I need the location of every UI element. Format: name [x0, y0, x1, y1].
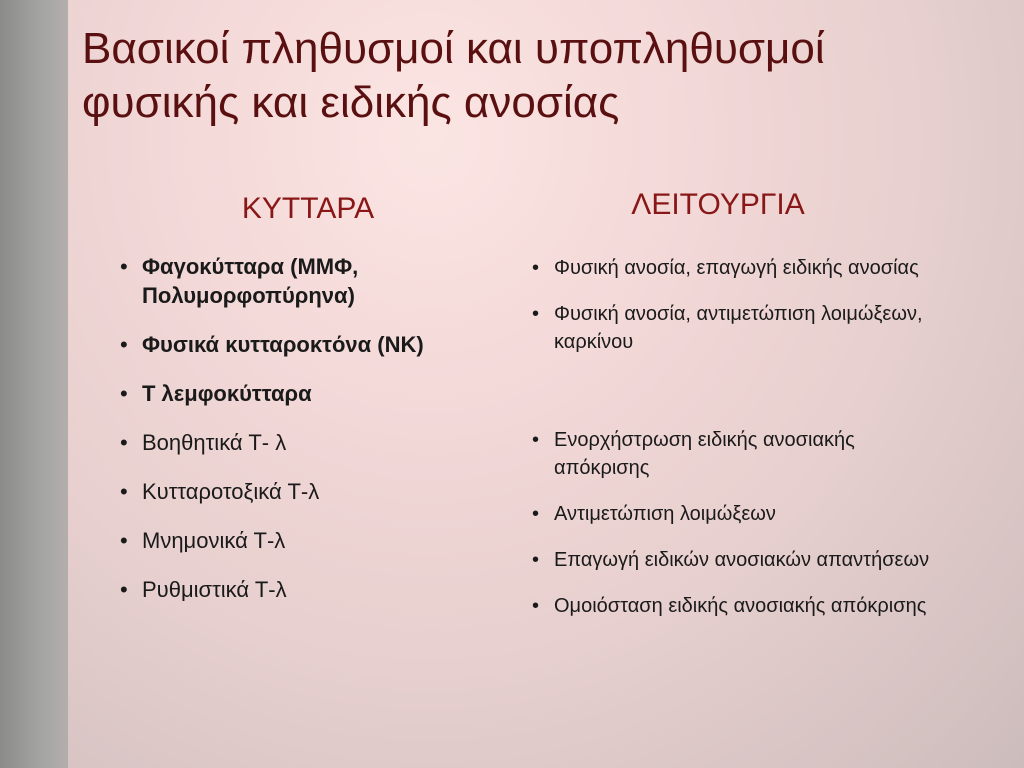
list-item-text: Φαγοκύτταρα (ΜΜΦ, Πολυμορφοπύρηνα): [142, 254, 359, 308]
list-item: [116, 428, 496, 457]
list-item: [116, 575, 496, 604]
list-item: [116, 477, 496, 506]
list-item-text: Βοηθητικά Τ- λ: [142, 430, 287, 455]
bullet-icon: •: [532, 595, 540, 617]
list-item-text: Τ λεμφοκύτταρα: [142, 381, 312, 406]
list-item: [116, 330, 496, 359]
bullet-icon: •: [532, 549, 540, 571]
bullet-icon: •: [532, 303, 540, 325]
cells-column-heading: ΚΥΤΤΑΡΑ: [241, 192, 375, 225]
list-item-text: Αντιμετώπιση λοιμώξεων: [554, 503, 776, 525]
list-item: [528, 500, 948, 528]
list-item-text: Ομοιόσταση ειδικής ανοσιακής απόκρισης: [554, 595, 927, 617]
list-item: [528, 254, 948, 282]
list-item-text: Φυσική ανοσία, αντιμετώπιση λοιμώξεων, καρκίνου: [554, 303, 923, 353]
bullet-icon: •: [120, 254, 128, 279]
title-line-2: φυσικής και ειδικής ανοσίας: [82, 78, 620, 127]
slide-title: [82, 22, 1002, 130]
list-item-text: Μνημονικά Τ-λ: [142, 528, 286, 553]
function-column-heading: ΛΕΙΤΟΥΡΓΙΑ: [631, 188, 805, 221]
list-item: [528, 592, 948, 620]
cells-list: [116, 252, 496, 624]
list-item: [528, 546, 948, 574]
left-decorative-band: [0, 0, 68, 768]
bullet-icon: •: [120, 528, 128, 553]
list-item: [528, 300, 948, 356]
bullet-icon: •: [120, 577, 128, 602]
bullet-icon: •: [532, 257, 540, 279]
bullet-icon: •: [120, 381, 128, 406]
list-item-text: Φυσική ανοσία, επαγωγή ειδικής ανοσίας: [554, 257, 919, 279]
list-item-text: Ρυθμιστικά Τ-λ: [142, 577, 287, 602]
list-item: [528, 426, 948, 482]
list-item-text: Κυτταροτοξικά Τ-λ: [142, 479, 320, 504]
bullet-icon: •: [120, 430, 128, 455]
title-line-1: Βασικοί πληθυσμοί και υποπληθυσμοί: [82, 24, 825, 73]
slide: [68, 0, 1024, 768]
list-item: [116, 379, 496, 408]
list-item-text: Φυσικά κυτταροκτόνα (ΝΚ): [142, 332, 424, 357]
bullet-icon: •: [532, 503, 540, 525]
bullet-icon: •: [120, 479, 128, 504]
bullet-icon: •: [120, 332, 128, 357]
list-item: [116, 526, 496, 555]
list-item-text: Ενορχήστρωση ειδικής ανοσιακής απόκρισης: [554, 429, 855, 479]
list-item-text: Επαγωγή ειδικών ανοσιακών απαντήσεων: [554, 549, 930, 571]
list-item: [116, 252, 496, 310]
bullet-icon: •: [532, 429, 540, 451]
functions-list: [528, 254, 948, 620]
